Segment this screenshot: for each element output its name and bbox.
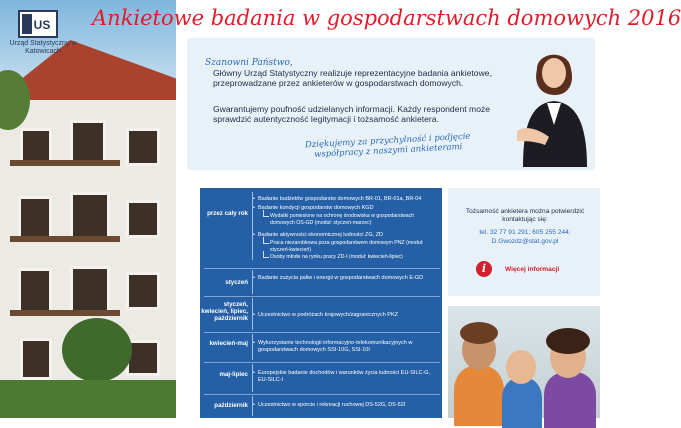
schedule-item: • Wykorzystanie technologii informacyjno-telekomunikacyjnych w gospodarstwach domowych SSI-10G, SSI-10I (258, 340, 438, 354)
more-info-link[interactable]: Więcej informacji (505, 266, 560, 273)
family-photo (448, 306, 600, 418)
schedule-item: • Badanie aktywności ekonomicznej ludności ZG, ZD (258, 232, 438, 239)
intro-paragraph-1: Główny Urząd Statystyczny realizuje reprezentacyjne badania ankietowe, przeprowadzane przez ankieterów w gospodarstwach domowych. (213, 68, 492, 88)
schedule-subitem: Praca niezarobkowa poza gospodarstwem domowym PNZ (moduł: styczeń-kwiecień) (270, 240, 438, 253)
schedule-period: przez cały rok (207, 210, 248, 217)
schedule-period: kwiecień-maj (209, 340, 248, 347)
greeting: Szanowni Państwo, (205, 58, 293, 68)
schedule-period: styczeń, kwiecień, lipiec, październik (201, 301, 248, 322)
info-icon[interactable]: i (476, 261, 492, 277)
gus-logo (18, 10, 58, 38)
schedule-subitem: Osoby młode na rynku pracy ZD-I (moduł: kwiecień-lipiec) (270, 254, 438, 261)
divider (204, 362, 440, 363)
building-photo (0, 0, 176, 418)
divider (204, 332, 440, 333)
logo-lettering: US (33, 18, 51, 32)
schedule-subitem: Wydatki poniesione na ochronę środowiska w gospodarstwach domowych OS-GD (moduł: styczeń-marzec) (270, 213, 438, 226)
survey-schedule (200, 188, 442, 418)
schedule-period: maj-lipiec (219, 371, 248, 378)
schedule-period: styczeń (225, 279, 248, 286)
contact-text: Tożsamość ankietera można potwierdzić kontaktując się: (465, 208, 585, 223)
schedule-item: • Badanie budżetów gospodarstw domowych BR-01, BR-01a, BR-04 (258, 196, 438, 203)
divider (204, 394, 440, 395)
divider (204, 268, 440, 269)
office-name: Urząd Statystyczny w Katowicach (9, 40, 77, 55)
interviewer-photo (515, 45, 593, 167)
schedule-item: • Europejskie badanie dochodów i warunków życia ludności EU-SILC-G, EU-SILC-I (258, 370, 438, 384)
schedule-item: • Uczestnictwo w sporcie i rekreacji ruchowej DS-52G, DS-52I (258, 402, 438, 409)
schedule-item: • Badanie zużycia paliw i energii w gospodarstwach domowych E-GD (258, 275, 438, 282)
divider (204, 296, 440, 297)
intro-paragraph-2: Gwarantujemy poufność udzielanych informacji. Każdy respondent może sprawdzić autentyczność legitymacji i tożsamość ankietera. (213, 104, 491, 124)
schedule-item: • Badanie kondycji gospodarstw domowych KGD (258, 205, 438, 212)
contact-email[interactable]: D.Gwozdz@stat.gov.pl (491, 238, 559, 245)
schedule-item: • Uczestnictwo w podróżach krajowych/zagranicznych PKZ (258, 312, 438, 319)
schedule-period: październik (214, 402, 248, 409)
contact-phone[interactable]: tel. 32 77 91 291; 605 255 244; (479, 229, 571, 236)
page-title: Ankietowe badania w gospodarstwach domowych 2016 (92, 6, 681, 30)
closing-note: Dziękujemy za przychylność i podjęcie współpracy z naszymi ankieterami (304, 131, 471, 160)
